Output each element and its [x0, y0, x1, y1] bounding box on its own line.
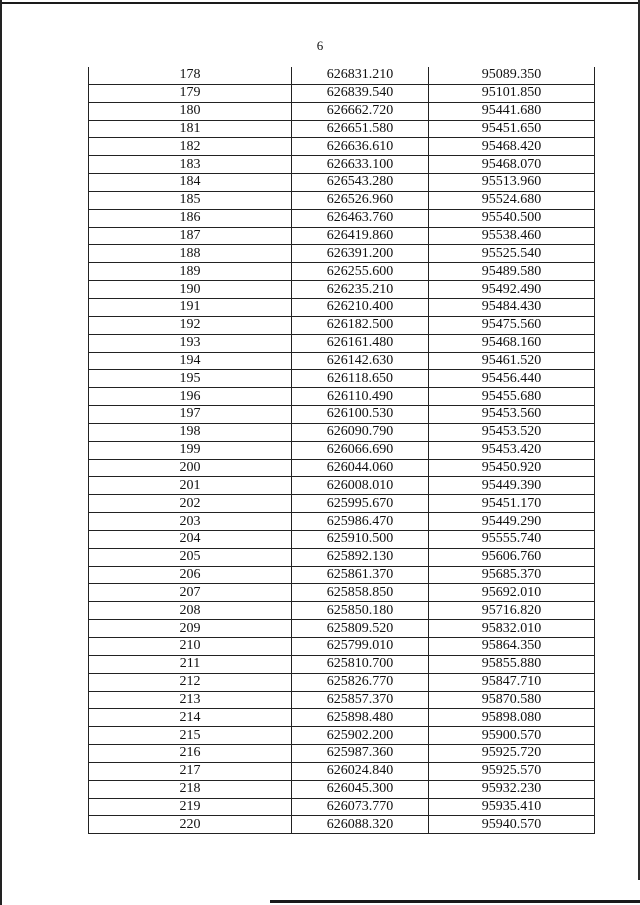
table-row: [89, 780, 595, 798]
table-row: [89, 191, 595, 209]
point-number-cell: 197: [89, 406, 292, 424]
table-row: [89, 762, 595, 780]
x-coordinate-cell: 625995.670: [292, 495, 429, 513]
point-number-cell: 209: [89, 620, 292, 638]
y-coordinate-cell: 95864.350: [429, 638, 595, 656]
point-number-cell: 215: [89, 727, 292, 745]
point-number-cell: 180: [89, 102, 292, 120]
x-coordinate-cell: 625857.370: [292, 691, 429, 709]
table-row: [89, 388, 595, 406]
x-coordinate-cell: 626100.530: [292, 406, 429, 424]
point-number-cell: 185: [89, 191, 292, 209]
table-row: [89, 263, 595, 281]
point-number-cell: 181: [89, 120, 292, 138]
y-coordinate-cell: 95847.710: [429, 673, 595, 691]
coordinates-table: [88, 67, 595, 834]
point-number-cell: 193: [89, 334, 292, 352]
x-coordinate-cell: 626255.600: [292, 263, 429, 281]
x-coordinate-cell: 626662.720: [292, 102, 429, 120]
y-coordinate-cell: 95925.720: [429, 745, 595, 763]
y-coordinate-cell: 95832.010: [429, 620, 595, 638]
x-coordinate-cell: 625810.700: [292, 655, 429, 673]
table-row: [89, 477, 595, 495]
table-row: [89, 334, 595, 352]
point-number-cell: 189: [89, 263, 292, 281]
x-coordinate-cell: 626073.770: [292, 798, 429, 816]
x-coordinate-cell: 626391.200: [292, 245, 429, 263]
x-coordinate-cell: 626008.010: [292, 477, 429, 495]
y-coordinate-cell: 95455.680: [429, 388, 595, 406]
point-number-cell: 210: [89, 638, 292, 656]
table-row: [89, 316, 595, 334]
x-coordinate-cell: 625987.360: [292, 745, 429, 763]
point-number-cell: 203: [89, 513, 292, 531]
point-number-cell: 201: [89, 477, 292, 495]
table-row: [89, 655, 595, 673]
point-number-cell: 179: [89, 84, 292, 102]
x-coordinate-cell: 625809.520: [292, 620, 429, 638]
y-coordinate-cell: 95475.560: [429, 316, 595, 334]
y-coordinate-cell: 95538.460: [429, 227, 595, 245]
x-coordinate-cell: 625861.370: [292, 566, 429, 584]
point-number-cell: 188: [89, 245, 292, 263]
y-coordinate-cell: 95453.420: [429, 441, 595, 459]
y-coordinate-cell: 95524.680: [429, 191, 595, 209]
table-row: [89, 120, 595, 138]
table-row: [89, 495, 595, 513]
x-coordinate-cell: 626045.300: [292, 780, 429, 798]
x-coordinate-cell: 625799.010: [292, 638, 429, 656]
table-row: [89, 245, 595, 263]
table-row: [89, 227, 595, 245]
point-number-cell: 216: [89, 745, 292, 763]
y-coordinate-cell: 95898.080: [429, 709, 595, 727]
x-coordinate-cell: 626044.060: [292, 459, 429, 477]
table-row: [89, 174, 595, 192]
y-coordinate-cell: 95555.740: [429, 530, 595, 548]
x-coordinate-cell: 626118.650: [292, 370, 429, 388]
point-number-cell: 192: [89, 316, 292, 334]
x-coordinate-cell: 626651.580: [292, 120, 429, 138]
y-coordinate-cell: 95716.820: [429, 602, 595, 620]
x-coordinate-cell: 625826.770: [292, 673, 429, 691]
point-number-cell: 218: [89, 780, 292, 798]
y-coordinate-cell: 95935.410: [429, 798, 595, 816]
table-row: [89, 281, 595, 299]
point-number-cell: 183: [89, 156, 292, 174]
table-row: [89, 602, 595, 620]
point-number-cell: 182: [89, 138, 292, 156]
y-coordinate-cell: 95449.390: [429, 477, 595, 495]
table-row: [89, 691, 595, 709]
point-number-cell: 202: [89, 495, 292, 513]
table-row: [89, 370, 595, 388]
x-coordinate-cell: 626066.690: [292, 441, 429, 459]
x-coordinate-cell: 625858.850: [292, 584, 429, 602]
table-row: [89, 84, 595, 102]
point-number-cell: 178: [89, 67, 292, 84]
point-number-cell: 190: [89, 281, 292, 299]
x-coordinate-cell: 626142.630: [292, 352, 429, 370]
x-coordinate-cell: 626419.860: [292, 227, 429, 245]
y-coordinate-cell: 95940.570: [429, 816, 595, 834]
y-coordinate-cell: 95540.500: [429, 209, 595, 227]
table-row: [89, 584, 595, 602]
x-coordinate-cell: 625850.180: [292, 602, 429, 620]
y-coordinate-cell: 95685.370: [429, 566, 595, 584]
x-coordinate-cell: 625986.470: [292, 513, 429, 531]
y-coordinate-cell: 95451.650: [429, 120, 595, 138]
x-coordinate-cell: 626024.840: [292, 762, 429, 780]
table-row: [89, 816, 595, 834]
table-row: [89, 298, 595, 316]
point-number-cell: 212: [89, 673, 292, 691]
table-row: [89, 727, 595, 745]
x-coordinate-cell: 626088.320: [292, 816, 429, 834]
point-number-cell: 194: [89, 352, 292, 370]
scan-edge-top: [0, 2, 640, 4]
table-row: [89, 513, 595, 531]
point-number-cell: 186: [89, 209, 292, 227]
x-coordinate-cell: 626526.960: [292, 191, 429, 209]
y-coordinate-cell: 95101.850: [429, 84, 595, 102]
table-row: [89, 102, 595, 120]
point-number-cell: 198: [89, 423, 292, 441]
point-number-cell: 206: [89, 566, 292, 584]
table-row: [89, 459, 595, 477]
y-coordinate-cell: 95925.570: [429, 762, 595, 780]
table-row: [89, 406, 595, 424]
y-coordinate-cell: 95453.520: [429, 423, 595, 441]
table-row: [89, 566, 595, 584]
point-number-cell: 191: [89, 298, 292, 316]
table-row: [89, 673, 595, 691]
point-number-cell: 196: [89, 388, 292, 406]
table-row: [89, 745, 595, 763]
y-coordinate-cell: 95932.230: [429, 780, 595, 798]
table-row: [89, 156, 595, 174]
y-coordinate-cell: 95468.070: [429, 156, 595, 174]
scan-edge-bottom: [270, 900, 640, 903]
y-coordinate-cell: 95525.540: [429, 245, 595, 263]
table-row: [89, 441, 595, 459]
point-number-cell: 213: [89, 691, 292, 709]
y-coordinate-cell: 95453.560: [429, 406, 595, 424]
y-coordinate-cell: 95449.290: [429, 513, 595, 531]
y-coordinate-cell: 95489.580: [429, 263, 595, 281]
y-coordinate-cell: 95900.570: [429, 727, 595, 745]
y-coordinate-cell: 95870.580: [429, 691, 595, 709]
point-number-cell: 184: [89, 174, 292, 192]
page-number: 6: [316, 38, 324, 53]
point-number-cell: 195: [89, 370, 292, 388]
coordinates-table-body: [89, 67, 595, 834]
x-coordinate-cell: 625910.500: [292, 530, 429, 548]
x-coordinate-cell: 625902.200: [292, 727, 429, 745]
x-coordinate-cell: 625892.130: [292, 548, 429, 566]
point-number-cell: 207: [89, 584, 292, 602]
table-row: [89, 620, 595, 638]
x-coordinate-cell: 626182.500: [292, 316, 429, 334]
x-coordinate-cell: 626636.610: [292, 138, 429, 156]
point-number-cell: 217: [89, 762, 292, 780]
y-coordinate-cell: 95492.490: [429, 281, 595, 299]
point-number-cell: 205: [89, 548, 292, 566]
table-row: [89, 798, 595, 816]
y-coordinate-cell: 95468.420: [429, 138, 595, 156]
y-coordinate-cell: 95513.960: [429, 174, 595, 192]
table-row: [89, 423, 595, 441]
point-number-cell: 187: [89, 227, 292, 245]
table-row: [89, 138, 595, 156]
x-coordinate-cell: 626463.760: [292, 209, 429, 227]
point-number-cell: 214: [89, 709, 292, 727]
point-number-cell: 200: [89, 459, 292, 477]
point-number-cell: 211: [89, 655, 292, 673]
y-coordinate-cell: 95484.430: [429, 298, 595, 316]
table-row: [89, 352, 595, 370]
table-row: [89, 638, 595, 656]
point-number-cell: 199: [89, 441, 292, 459]
x-coordinate-cell: 626161.480: [292, 334, 429, 352]
y-coordinate-cell: 95450.920: [429, 459, 595, 477]
x-coordinate-cell: 626839.540: [292, 84, 429, 102]
y-coordinate-cell: 95855.880: [429, 655, 595, 673]
y-coordinate-cell: 95456.440: [429, 370, 595, 388]
table-row: [89, 709, 595, 727]
table-row: [89, 209, 595, 227]
x-coordinate-cell: 626235.210: [292, 281, 429, 299]
point-number-cell: 219: [89, 798, 292, 816]
scan-edge-left: [0, 0, 2, 905]
y-coordinate-cell: 95606.760: [429, 548, 595, 566]
point-number-cell: 204: [89, 530, 292, 548]
table-row: [89, 548, 595, 566]
y-coordinate-cell: 95441.680: [429, 102, 595, 120]
y-coordinate-cell: 95461.520: [429, 352, 595, 370]
x-coordinate-cell: 626543.280: [292, 174, 429, 192]
x-coordinate-cell: 626090.790: [292, 423, 429, 441]
x-coordinate-cell: 626210.400: [292, 298, 429, 316]
y-coordinate-cell: 95692.010: [429, 584, 595, 602]
y-coordinate-cell: 95089.350: [429, 67, 595, 84]
point-number-cell: 220: [89, 816, 292, 834]
y-coordinate-cell: 95451.170: [429, 495, 595, 513]
x-coordinate-cell: 626831.210: [292, 67, 429, 84]
point-number-cell: 208: [89, 602, 292, 620]
table-row: [89, 530, 595, 548]
x-coordinate-cell: 626110.490: [292, 388, 429, 406]
table-row: [89, 67, 595, 84]
y-coordinate-cell: 95468.160: [429, 334, 595, 352]
x-coordinate-cell: 626633.100: [292, 156, 429, 174]
x-coordinate-cell: 625898.480: [292, 709, 429, 727]
